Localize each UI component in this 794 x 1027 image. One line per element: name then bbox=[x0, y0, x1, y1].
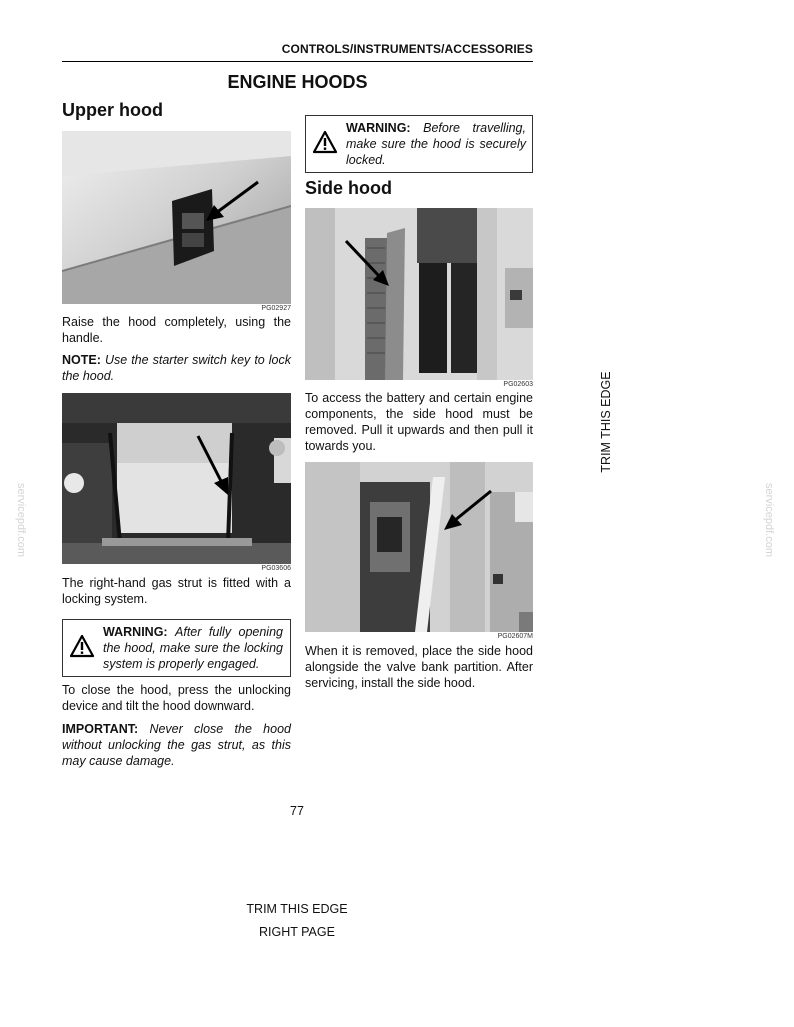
important-paragraph bbox=[62, 721, 291, 769]
note-label: NOTE: bbox=[62, 353, 101, 367]
warning-text: Before travelling, make sure the hood is securely locked. bbox=[346, 121, 526, 167]
arrow-icon bbox=[194, 433, 234, 498]
warning-text-block bbox=[346, 120, 526, 168]
running-header: CONTROLS/INSTRUMENTS/ACCESSORIES bbox=[281, 42, 533, 56]
page-title: ENGINE HOODS bbox=[227, 72, 368, 92]
watermark-text: servicepdf.com bbox=[763, 483, 775, 557]
right-page-label: RIGHT PAGE bbox=[259, 925, 335, 939]
close-hood-text: To close the hood, press the unlocking device and tilt the hood downward. bbox=[62, 683, 291, 713]
warning-box-travelling bbox=[305, 115, 533, 173]
arrow-icon bbox=[440, 488, 495, 533]
important-label: IMPORTANT: bbox=[62, 722, 139, 736]
page-number: 77 bbox=[290, 804, 304, 818]
warning-text-block bbox=[103, 624, 283, 672]
header-rule bbox=[62, 61, 533, 62]
note-paragraph bbox=[62, 352, 291, 384]
figure-side-hood-removed bbox=[305, 462, 533, 632]
watermark-text: servicepdf.com bbox=[15, 483, 27, 557]
figure-code: PG02603 bbox=[503, 381, 533, 388]
side-hood-removed-text: When it is removed, place the side hood alongside the valve bank partition. After servicing, install the side hood. bbox=[305, 644, 533, 690]
trim-edge-bottom: TRIM THIS EDGE bbox=[246, 902, 348, 916]
figure-code: PG03606 bbox=[261, 565, 291, 572]
raise-hood-text: Raise the hood completely, using the handle. bbox=[62, 315, 291, 345]
figure-upper-hood-handle bbox=[62, 131, 291, 304]
upper-hood-heading: Upper hood bbox=[62, 100, 163, 120]
figure-side-hood bbox=[305, 208, 533, 380]
side-hood-heading: Side hood bbox=[305, 178, 392, 198]
warning-text: After fully opening the hood, make sure the locking system is properly engaged. bbox=[103, 625, 283, 671]
arrow-icon bbox=[202, 179, 262, 224]
warning-box-locking bbox=[62, 619, 291, 677]
important-text: Never close the hood without unlocking the gas strut, as this may cause damage. bbox=[62, 722, 291, 768]
figure-code: PG02927 bbox=[261, 305, 291, 312]
trim-edge-right bbox=[598, 368, 614, 476]
warning-label: WARNING: bbox=[103, 625, 168, 639]
note-text: Use the starter switch key to lock the hood. bbox=[62, 353, 292, 383]
warning-triangle-icon bbox=[69, 634, 95, 658]
warning-label: WARNING: bbox=[346, 121, 411, 135]
watermark-right bbox=[762, 465, 776, 575]
watermark-left bbox=[14, 465, 28, 575]
trim-edge-right-text: TRIM THIS EDGE bbox=[599, 371, 613, 473]
figure-gas-strut bbox=[62, 393, 291, 564]
figure-code: PG02607M bbox=[497, 633, 533, 640]
side-hood-access-text: To access the battery and certain engine components, the side hood must be removed. Pull it upwards and then pull it towards you. bbox=[305, 391, 533, 453]
gas-strut-text: The right-hand gas strut is fitted with a locking system. bbox=[62, 576, 291, 606]
warning-triangle-icon bbox=[312, 130, 338, 154]
arrow-icon bbox=[343, 238, 393, 288]
